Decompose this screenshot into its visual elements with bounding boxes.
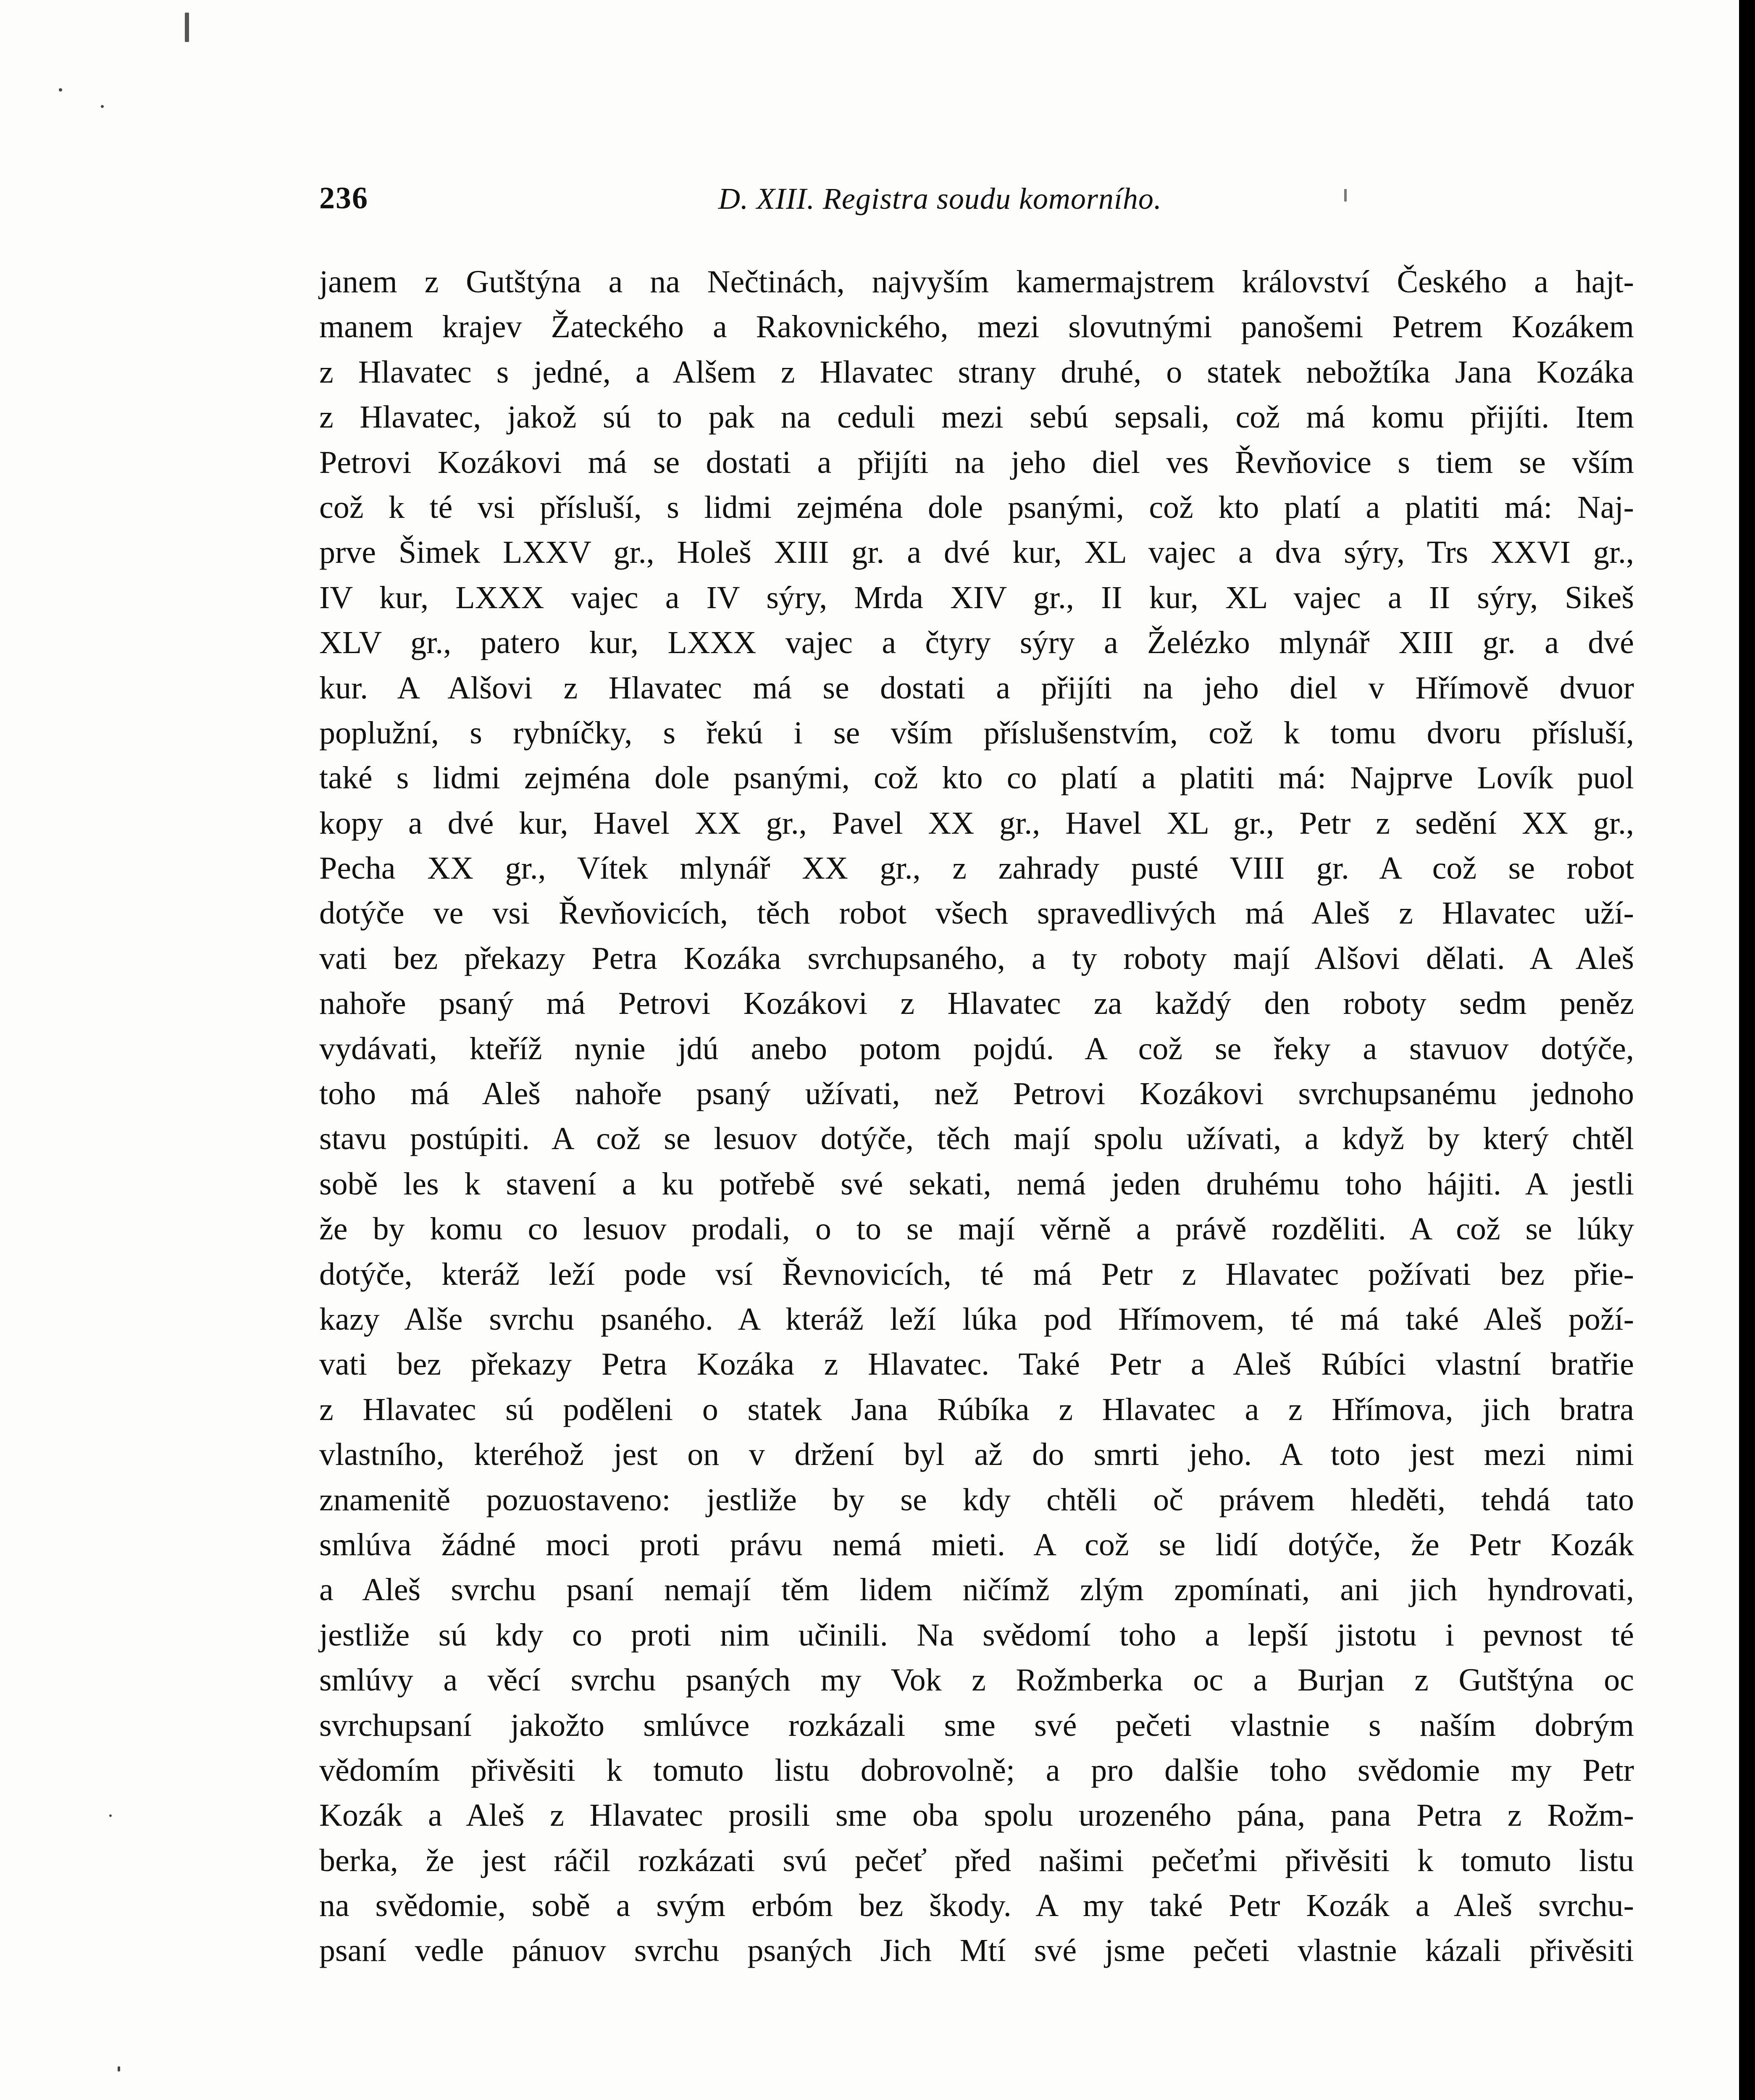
text-line: manem krajev Žateckého a Rakovnického, mezi slovutnými panošemi Petrem Kozákem bbox=[319, 309, 1634, 345]
text-line: svrchupsaní jakožto smlúvce rozkázali sme své pečeti vlastnie s naším dobrým bbox=[319, 1707, 1634, 1743]
text-line: vati bez překazy Petra Kozáka svrchupsaného, a ty roboty mají Alšovi dělati. A Aleš bbox=[319, 940, 1634, 976]
scan-speck bbox=[109, 1814, 112, 1817]
text-line: sobě les k stavení a ku potřebě své sekati, nemá jeden druhému toho hájiti. A jestli bbox=[319, 1166, 1634, 1202]
text-line: janem z Gutštýna a na Nečtinách, najvyším kamermajstrem království Českého a hajt- bbox=[319, 264, 1634, 299]
text-line: psaní vedle pánuov svrchu psaných Jich Mtí své jsme pečeti vlastnie kázali přivěsiti bbox=[319, 1933, 1634, 1969]
scan-speck bbox=[59, 88, 62, 92]
text-line: Kozák a Aleš z Hlavatec prosili sme oba spolu urozeného pána, pana Petra z Rožm- bbox=[319, 1798, 1634, 1833]
text-line: vědomím přivěsiti k tomuto listu dobrovolně; a pro dalšie toho svědomie my Petr bbox=[319, 1752, 1634, 1788]
text-line: vati bez překazy Petra Kozáka z Hlavatec. Také Petr a Aleš Rúbíci vlastní bratřie bbox=[319, 1347, 1634, 1382]
text-line: toho má Aleš nahoře psaný užívati, než Petrovi Kozákovi svrchupsanému jednoho bbox=[319, 1076, 1634, 1112]
running-title: D. XIII. Registra soudu komorního. bbox=[718, 182, 1162, 215]
text-line: že by komu co lesuov prodali, o to se mají věrně a právě rozděliti. A což se lúky bbox=[319, 1211, 1634, 1247]
text-line: smlúvy a věcí svrchu psaných my Vok z Rožmberka oc a Burjan z Gutštýna oc bbox=[319, 1662, 1634, 1698]
text-line: Petrovi Kozákovi má se dostati a přijíti na jeho diel ves Řevňovice s tiem se vším bbox=[319, 444, 1634, 480]
text-line: IV kur, LXXX vajec a IV sýry, Mrda XIV gr., II kur, XL vajec a II sýry, Sikeš bbox=[319, 580, 1634, 615]
text-line: vydávati, kteříž nynie jdú anebo potom pojdú. A což se řeky a stavuov dotýče, bbox=[319, 1031, 1634, 1066]
text-line: dotýče ve vsi Řevňovicích, těch robot všech spravedlivých má Aleš z Hlavatec uží- bbox=[319, 895, 1634, 931]
text-line: z Hlavatec sú poděleni o statek Jana Rúbíka z Hlavatec a z Hřímova, jich bratra bbox=[319, 1391, 1634, 1427]
text-line: vlastního, kteréhož jest on v držení byl až do smrti jeho. A toto jest mezi nimi bbox=[319, 1437, 1634, 1473]
text-line: z Hlavatec, jakož sú to pak na ceduli mezi sebú sepsali, což má komu přijíti. Item bbox=[319, 399, 1634, 435]
text-line: a Aleš svrchu psaní nemají těm lidem ničímž zlým zpomínati, ani jich hyndrovati, bbox=[319, 1572, 1634, 1608]
text-line: z Hlavatec s jedné, a Alšem z Hlavatec strany druhé, o statek nebožtíka Jana Kozáka bbox=[319, 354, 1634, 390]
text-line: což k té vsi přísluší, s lidmi zejména dole psanými, což kto platí a platiti má: Naj- bbox=[319, 489, 1634, 525]
text-line: smlúva žádné moci proti právu nemá mieti. A což se lidí dotýče, že Petr Kozák bbox=[319, 1527, 1634, 1562]
text-line: také s lidmi zejména dole psanými, což kto co platí a platiti má: Najprve Lovík puol bbox=[319, 760, 1634, 796]
text-line: Pecha XX gr., Vítek mlynář XX gr., z zahrady pusté VIII gr. A což se robot bbox=[319, 850, 1634, 886]
text-line: poplužní, s rybníčky, s řekú i se vším příslušenstvím, což k tomu dvoru přísluší, bbox=[319, 715, 1634, 751]
text-line: nahoře psaný má Petrovi Kozákovi z Hlavatec za každý den roboty sedm peněz bbox=[319, 986, 1634, 1021]
scan-speck bbox=[101, 105, 104, 108]
text-line: kazy Alše svrchu psaného. A kteráž leží lúka pod Hřímovem, té má také Aleš poží- bbox=[319, 1301, 1634, 1337]
text-line: prve Šimek LXXV gr., Holeš XIII gr. a dvé kur, XL vajec a dva sýry, Trs XXVI gr., bbox=[319, 535, 1634, 570]
text-line: jestliže sú kdy co proti nim učinili. Na svědomí toho a lepší jistotu i pevnost té bbox=[319, 1617, 1634, 1653]
page-header bbox=[319, 181, 1634, 231]
text-line: kopy a dvé kur, Havel XX gr., Pavel XX gr., Havel XL gr., Petr z sedění XX gr., bbox=[319, 805, 1634, 841]
text-line: kur. A Alšovi z Hlavatec má se dostati a přijíti na jeho diel v Hřímově dvuor bbox=[319, 670, 1634, 706]
scan-speck bbox=[185, 13, 189, 42]
text-line: na svědomie, sobě a svým erbóm bez škody. A my také Petr Kozák a Aleš svrchu- bbox=[319, 1888, 1634, 1924]
body-text bbox=[319, 260, 1634, 1974]
text-line: berka, že jest ráčil rozkázati svú pečeť před našimi pečeťmi přivěsiti k tomuto listu bbox=[319, 1843, 1634, 1878]
text-line: dotýče, kteráž leží pode vsí Řevnovicích, té má Petr z Hlavatec požívati bez přie- bbox=[319, 1256, 1634, 1292]
scan-speck bbox=[118, 2066, 120, 2071]
text-line: znamenitě pozuostaveno: jestliže by se kdy chtěli oč právem hleděti, tehdá tato bbox=[319, 1482, 1634, 1517]
text-line: stavu postúpiti. A což se lesuov dotýče, těch mají spolu užívati, a když by který chtěl bbox=[319, 1121, 1634, 1157]
scan-border-right bbox=[1739, 0, 1755, 2100]
page-number: 236 bbox=[319, 181, 368, 215]
text-line: XLV gr., patero kur, LXXX vajec a čtyry sýry a Želézko mlynář XIII gr. a dvé bbox=[319, 625, 1634, 661]
scan-speck bbox=[1344, 189, 1347, 202]
